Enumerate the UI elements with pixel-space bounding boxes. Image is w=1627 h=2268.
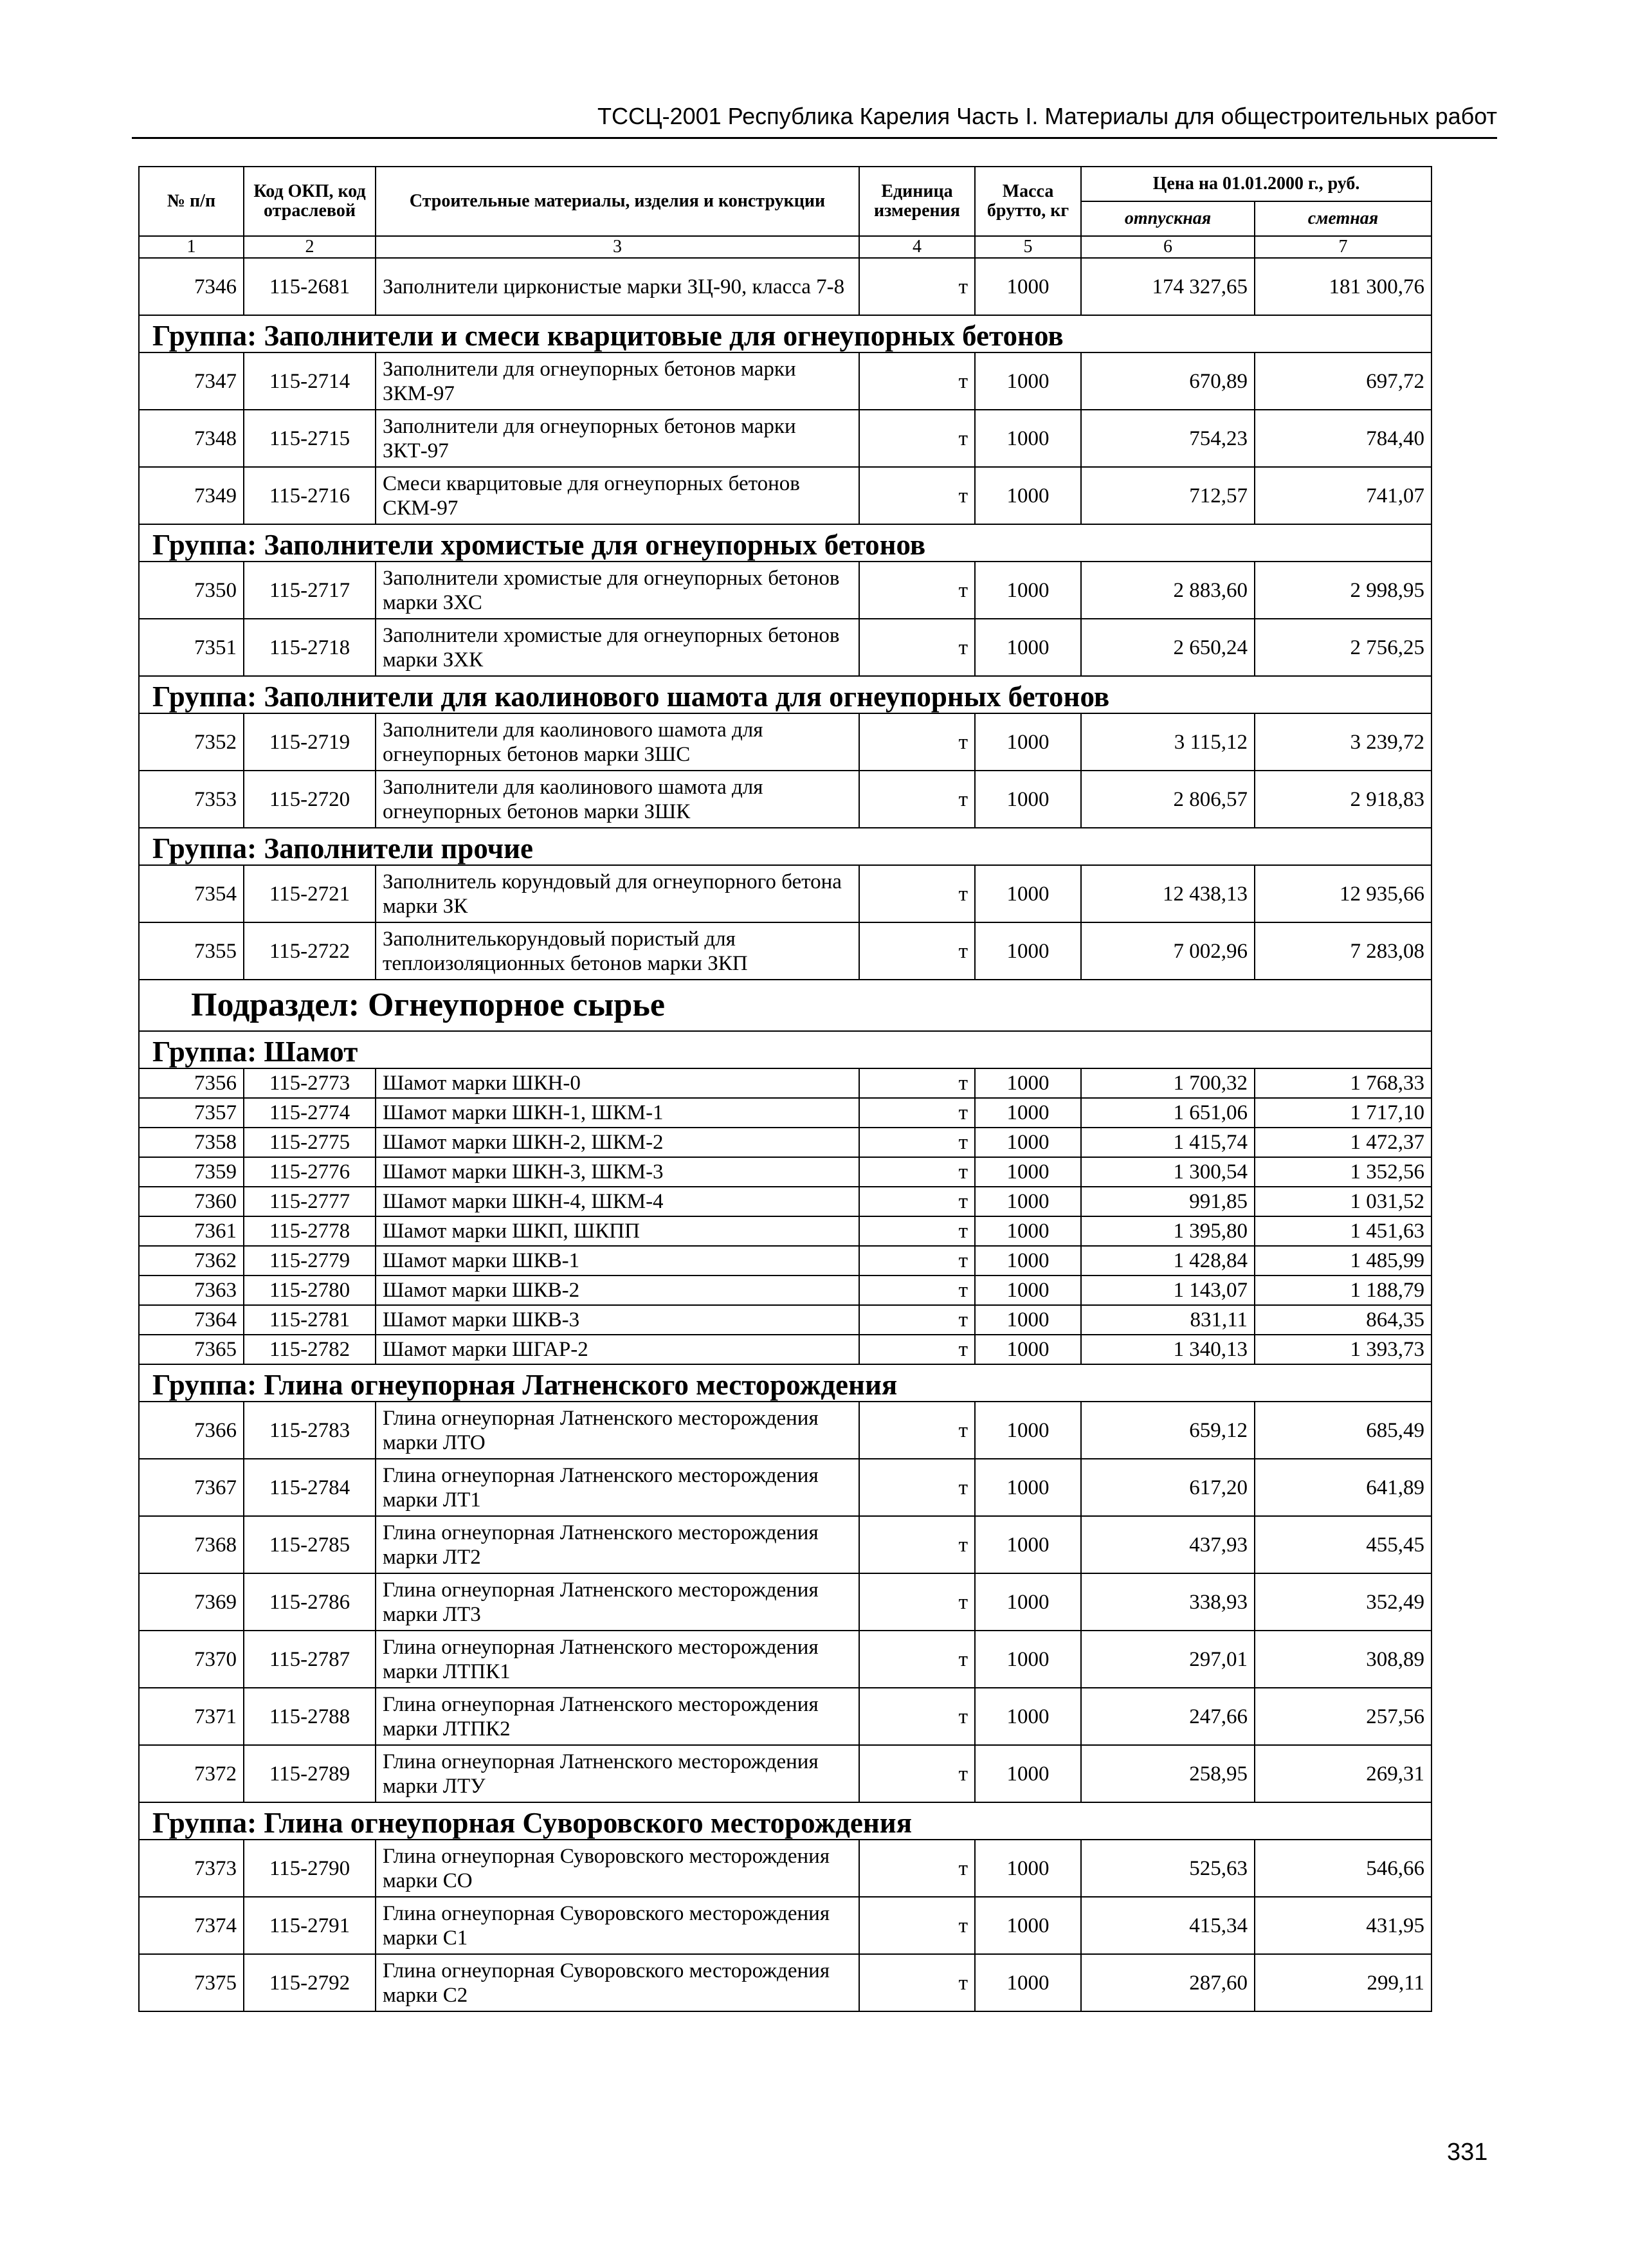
item-code: 115-2777 (244, 1187, 376, 1216)
item-name: Глина огнеупорная Латненского месторождения марки ЛТПК2 (376, 1688, 859, 1745)
group-heading: Группа: Заполнители и смеси кварцитовые для огнеупорных бетонов (139, 315, 1432, 352)
item-name: Глина огнеупорная Суворовского месторождения марки СО (376, 1840, 859, 1897)
item-price-release: 525,63 (1081, 1840, 1255, 1897)
table-row (139, 1688, 1432, 1745)
table-row (139, 1216, 1432, 1246)
item-mass: 1000 (975, 467, 1081, 524)
item-price-release: 1 300,54 (1081, 1157, 1255, 1187)
item-price-release: 617,20 (1081, 1459, 1255, 1516)
item-code: 115-2786 (244, 1573, 376, 1631)
item-mass: 1000 (975, 562, 1081, 619)
item-price-release: 659,12 (1081, 1402, 1255, 1459)
item-mass: 1000 (975, 1216, 1081, 1246)
item-price-estimate: 685,49 (1255, 1402, 1432, 1459)
item-code: 115-2780 (244, 1276, 376, 1305)
item-price-estimate: 455,45 (1255, 1516, 1432, 1573)
item-price-estimate: 1 451,63 (1255, 1216, 1432, 1246)
item-price-estimate: 181 300,76 (1255, 258, 1432, 315)
item-price-release: 1 415,74 (1081, 1128, 1255, 1157)
item-price-release: 287,60 (1081, 1954, 1255, 2011)
col-header-code: Код ОКП, код отраслевой (244, 167, 376, 236)
item-name: Шамот марки ШКН-4, ШКМ-4 (376, 1187, 859, 1216)
item-name: Глина огнеупорная Латненского месторождения марки ЛТПК1 (376, 1631, 859, 1688)
table-row (139, 1128, 1432, 1157)
table-row (139, 922, 1432, 980)
item-price-estimate: 697,72 (1255, 352, 1432, 410)
item-number: 7360 (139, 1187, 244, 1216)
item-number: 7369 (139, 1573, 244, 1631)
col-header-price-release: отпускная (1081, 201, 1255, 236)
item-number: 7364 (139, 1305, 244, 1335)
item-unit: т (859, 1573, 975, 1631)
item-number: 7363 (139, 1276, 244, 1305)
item-mass: 1000 (975, 1897, 1081, 1954)
item-name: Заполнители для огнеупорных бетонов марки ЗКМ-97 (376, 352, 859, 410)
item-number: 7353 (139, 771, 244, 828)
item-name: Глина огнеупорная Латненского месторождения марки ЛТО (376, 1402, 859, 1459)
item-price-release: 437,93 (1081, 1516, 1255, 1573)
item-price-release: 1 700,32 (1081, 1068, 1255, 1098)
table-row (139, 410, 1432, 467)
item-name: Шамот марки ШКН-1, ШКМ-1 (376, 1098, 859, 1128)
item-unit: т (859, 410, 975, 467)
item-code: 115-2778 (244, 1216, 376, 1246)
item-name: Заполнители хромистые для огнеупорных бетонов марки ЗХК (376, 619, 859, 676)
item-name: Заполнитель корундовый для огнеупорного бетона марки ЗК (376, 865, 859, 922)
item-price-estimate: 352,49 (1255, 1573, 1432, 1631)
item-price-release: 297,01 (1081, 1631, 1255, 1688)
item-number: 7357 (139, 1098, 244, 1128)
group-heading-row (139, 315, 1432, 352)
item-code: 115-2787 (244, 1631, 376, 1688)
col-header-price-group: Цена на 01.01.2000 г., руб. (1081, 167, 1432, 201)
item-mass: 1000 (975, 1573, 1081, 1631)
group-heading-row (139, 1364, 1432, 1402)
item-code: 115-2719 (244, 713, 376, 771)
item-price-release: 415,34 (1081, 1897, 1255, 1954)
item-unit: т (859, 1402, 975, 1459)
subsection-heading-row (139, 980, 1432, 1031)
item-unit: т (859, 1098, 975, 1128)
item-number: 7368 (139, 1516, 244, 1573)
item-price-estimate: 299,11 (1255, 1954, 1432, 2011)
item-price-release: 2 806,57 (1081, 771, 1255, 828)
item-mass: 1000 (975, 1157, 1081, 1187)
item-name: Заполнители хромистые для огнеупорных бетонов марки ЗХС (376, 562, 859, 619)
table-row (139, 352, 1432, 410)
item-price-estimate: 1 472,37 (1255, 1128, 1432, 1157)
item-price-release: 12 438,13 (1081, 865, 1255, 922)
item-number: 7351 (139, 619, 244, 676)
item-name: Глина огнеупорная Суворовского месторождения марки С1 (376, 1897, 859, 1954)
item-price-release: 670,89 (1081, 352, 1255, 410)
item-name: Шамот марки ШКП, ШКПП (376, 1216, 859, 1246)
item-mass: 1000 (975, 1246, 1081, 1276)
table-row (139, 771, 1432, 828)
item-mass: 1000 (975, 1402, 1081, 1459)
item-name: Глина огнеупорная Латненского месторождения марки ЛТ1 (376, 1459, 859, 1516)
item-price-estimate: 12 935,66 (1255, 865, 1432, 922)
item-mass: 1000 (975, 1840, 1081, 1897)
item-mass: 1000 (975, 1187, 1081, 1216)
table-row (139, 1897, 1432, 1954)
item-unit: т (859, 1688, 975, 1745)
item-price-release: 174 327,65 (1081, 258, 1255, 315)
item-price-estimate: 864,35 (1255, 1305, 1432, 1335)
table-row (139, 1068, 1432, 1098)
item-price-release: 1 395,80 (1081, 1216, 1255, 1246)
item-code: 115-2788 (244, 1688, 376, 1745)
column-number-row (139, 236, 1432, 258)
item-price-release: 712,57 (1081, 467, 1255, 524)
item-price-estimate: 741,07 (1255, 467, 1432, 524)
item-number: 7375 (139, 1954, 244, 2011)
item-name: Глина огнеупорная Латненского месторождения марки ЛТ3 (376, 1573, 859, 1631)
item-name: Шамот марки ШКН-0 (376, 1068, 859, 1098)
item-mass: 1000 (975, 922, 1081, 980)
item-number: 7362 (139, 1246, 244, 1276)
item-code: 115-2714 (244, 352, 376, 410)
item-number: 7370 (139, 1631, 244, 1688)
group-heading-row (139, 1031, 1432, 1068)
item-number: 7347 (139, 352, 244, 410)
column-number: 1 (139, 236, 244, 258)
item-unit: т (859, 1276, 975, 1305)
item-price-estimate: 1 352,56 (1255, 1157, 1432, 1187)
table-row (139, 1573, 1432, 1631)
item-code: 115-2785 (244, 1516, 376, 1573)
table-row (139, 467, 1432, 524)
column-number: 2 (244, 236, 376, 258)
page-number: 331 (1447, 2139, 1488, 2166)
item-code: 115-2718 (244, 619, 376, 676)
group-heading: Группа: Шамот (139, 1031, 1432, 1068)
group-heading-row (139, 676, 1432, 713)
table-row (139, 1157, 1432, 1187)
item-number: 7354 (139, 865, 244, 922)
table-row (139, 1305, 1432, 1335)
item-price-release: 1 143,07 (1081, 1276, 1255, 1305)
item-price-estimate: 784,40 (1255, 410, 1432, 467)
group-heading: Группа: Заполнители для каолинового шамота для огнеупорных бетонов (139, 676, 1432, 713)
item-unit: т (859, 1745, 975, 1802)
item-name: Шамот марки ШКВ-3 (376, 1305, 859, 1335)
column-number: 5 (975, 236, 1081, 258)
item-mass: 1000 (975, 1631, 1081, 1688)
item-code: 115-2775 (244, 1128, 376, 1157)
table-row (139, 865, 1432, 922)
item-number: 7365 (139, 1335, 244, 1364)
table-row (139, 1631, 1432, 1688)
running-header: ТССЦ-2001 Республика Карелия Часть I. Материалы для общестроительных работ (597, 103, 1497, 129)
item-unit: т (859, 1128, 975, 1157)
item-mass: 1000 (975, 1745, 1081, 1802)
item-price-estimate: 1 485,99 (1255, 1246, 1432, 1276)
item-code: 115-2782 (244, 1335, 376, 1364)
table-row (139, 1335, 1432, 1364)
item-mass: 1000 (975, 865, 1081, 922)
group-heading-row (139, 828, 1432, 865)
item-unit: т (859, 1157, 975, 1187)
column-number: 6 (1081, 236, 1255, 258)
item-unit: т (859, 1187, 975, 1216)
item-price-release: 1 340,13 (1081, 1335, 1255, 1364)
item-number: 7371 (139, 1688, 244, 1745)
item-code: 115-2773 (244, 1068, 376, 1098)
item-mass: 1000 (975, 1276, 1081, 1305)
item-mass: 1000 (975, 1305, 1081, 1335)
item-unit: т (859, 1954, 975, 2011)
item-code: 115-2717 (244, 562, 376, 619)
item-code: 115-2720 (244, 771, 376, 828)
table-row (139, 1246, 1432, 1276)
table-row (139, 1516, 1432, 1573)
item-number: 7358 (139, 1128, 244, 1157)
item-number: 7373 (139, 1840, 244, 1897)
item-price-estimate: 641,89 (1255, 1459, 1432, 1516)
item-name: Заполнителькорундовый пористый для теплоизоляционных бетонов марки ЗКП (376, 922, 859, 980)
item-price-release: 7 002,96 (1081, 922, 1255, 980)
table-row (139, 1098, 1432, 1128)
item-price-estimate: 1 031,52 (1255, 1187, 1432, 1216)
item-unit: т (859, 467, 975, 524)
item-unit: т (859, 1897, 975, 1954)
item-name: Заполнители для каолинового шамота для огнеупорных бетонов марки ЗШС (376, 713, 859, 771)
item-price-estimate: 1 768,33 (1255, 1068, 1432, 1098)
item-price-estimate: 308,89 (1255, 1631, 1432, 1688)
item-unit: т (859, 1516, 975, 1573)
item-code: 115-2722 (244, 922, 376, 980)
item-number: 7366 (139, 1402, 244, 1459)
item-code: 115-2792 (244, 1954, 376, 2011)
item-number: 7367 (139, 1459, 244, 1516)
item-unit: т (859, 1335, 975, 1364)
item-unit: т (859, 1459, 975, 1516)
item-mass: 1000 (975, 410, 1081, 467)
item-unit: т (859, 865, 975, 922)
item-mass: 1000 (975, 1516, 1081, 1573)
item-name: Шамот марки ШКН-3, ШКМ-3 (376, 1157, 859, 1187)
item-mass: 1000 (975, 258, 1081, 315)
price-table (138, 166, 1432, 2012)
item-code: 115-2790 (244, 1840, 376, 1897)
item-price-estimate: 2 756,25 (1255, 619, 1432, 676)
group-heading-row (139, 524, 1432, 562)
item-number: 7374 (139, 1897, 244, 1954)
item-price-estimate: 3 239,72 (1255, 713, 1432, 771)
item-price-release: 2 650,24 (1081, 619, 1255, 676)
item-price-estimate: 1 717,10 (1255, 1098, 1432, 1128)
item-unit: т (859, 713, 975, 771)
item-price-release: 1 651,06 (1081, 1098, 1255, 1128)
item-unit: т (859, 1216, 975, 1246)
item-price-estimate: 2 998,95 (1255, 562, 1432, 619)
group-heading: Группа: Глина огнеупорная Латненского месторождения (139, 1364, 1432, 1402)
item-name: Глина огнеупорная Латненского месторождения марки ЛТУ (376, 1745, 859, 1802)
item-mass: 1000 (975, 771, 1081, 828)
item-code: 115-2789 (244, 1745, 376, 1802)
table-row (139, 1276, 1432, 1305)
item-name: Заполнители цирконистые марки ЗЦ-90, класса 7-8 (376, 258, 859, 315)
item-price-release: 338,93 (1081, 1573, 1255, 1631)
item-code: 115-2784 (244, 1459, 376, 1516)
item-name: Шамот марки ШКВ-2 (376, 1276, 859, 1305)
item-price-estimate: 2 918,83 (1255, 771, 1432, 828)
item-price-release: 258,95 (1081, 1745, 1255, 1802)
item-price-release: 1 428,84 (1081, 1246, 1255, 1276)
table-row (139, 1459, 1432, 1516)
col-header-mass: Масса брутто, кг (975, 167, 1081, 236)
item-name: Заполнители для каолинового шамота для огнеупорных бетонов марки ЗШК (376, 771, 859, 828)
item-unit: т (859, 562, 975, 619)
item-price-release: 831,11 (1081, 1305, 1255, 1335)
col-header-price-estimate: сметная (1255, 201, 1432, 236)
item-unit: т (859, 1305, 975, 1335)
item-name: Шамот марки ШГАР-2 (376, 1335, 859, 1364)
item-number: 7355 (139, 922, 244, 980)
item-price-release: 3 115,12 (1081, 713, 1255, 771)
table-row (139, 713, 1432, 771)
group-heading: Группа: Заполнители хромистые для огнеупорных бетонов (139, 524, 1432, 562)
item-code: 115-2716 (244, 467, 376, 524)
item-unit: т (859, 1068, 975, 1098)
item-number: 7346 (139, 258, 244, 315)
table-row (139, 1954, 1432, 2011)
group-heading: Группа: Заполнители прочие (139, 828, 1432, 865)
item-code: 115-2715 (244, 410, 376, 467)
item-name: Глина огнеупорная Латненского месторождения марки ЛТ2 (376, 1516, 859, 1573)
table-row (139, 562, 1432, 619)
item-mass: 1000 (975, 1098, 1081, 1128)
item-name: Смеси кварцитовые для огнеупорных бетонов СКМ-97 (376, 467, 859, 524)
item-price-estimate: 7 283,08 (1255, 922, 1432, 980)
item-unit: т (859, 1840, 975, 1897)
item-price-release: 991,85 (1081, 1187, 1255, 1216)
col-header-unit: Единица измерения (859, 167, 975, 236)
item-mass: 1000 (975, 713, 1081, 771)
column-number: 4 (859, 236, 975, 258)
item-name: Заполнители для огнеупорных бетонов марки ЗКТ-97 (376, 410, 859, 467)
item-unit: т (859, 771, 975, 828)
table-row (139, 1187, 1432, 1216)
column-number: 7 (1255, 236, 1432, 258)
table-row (139, 1402, 1432, 1459)
item-mass: 1000 (975, 1128, 1081, 1157)
item-mass: 1000 (975, 1068, 1081, 1098)
item-mass: 1000 (975, 1335, 1081, 1364)
item-price-release: 754,23 (1081, 410, 1255, 467)
item-price-estimate: 431,95 (1255, 1897, 1432, 1954)
item-unit: т (859, 258, 975, 315)
col-header-num: № п/п (139, 167, 244, 236)
item-code: 115-2774 (244, 1098, 376, 1128)
table-row (139, 258, 1432, 315)
item-number: 7352 (139, 713, 244, 771)
group-heading-row (139, 1802, 1432, 1840)
item-code: 115-2681 (244, 258, 376, 315)
item-number: 7356 (139, 1068, 244, 1098)
item-number: 7359 (139, 1157, 244, 1187)
item-price-estimate: 1 188,79 (1255, 1276, 1432, 1305)
item-name: Шамот марки ШКН-2, ШКМ-2 (376, 1128, 859, 1157)
item-mass: 1000 (975, 619, 1081, 676)
table-row (139, 619, 1432, 676)
item-price-estimate: 1 393,73 (1255, 1335, 1432, 1364)
table-body (139, 236, 1432, 2011)
item-code: 115-2781 (244, 1305, 376, 1335)
item-price-release: 247,66 (1081, 1688, 1255, 1745)
header-rule (132, 137, 1497, 139)
item-number: 7361 (139, 1216, 244, 1246)
item-mass: 1000 (975, 352, 1081, 410)
column-number: 3 (376, 236, 859, 258)
item-price-estimate: 269,31 (1255, 1745, 1432, 1802)
item-unit: т (859, 922, 975, 980)
item-number: 7348 (139, 410, 244, 467)
item-code: 115-2791 (244, 1897, 376, 1954)
item-mass: 1000 (975, 1954, 1081, 2011)
item-code: 115-2776 (244, 1157, 376, 1187)
item-price-estimate: 257,56 (1255, 1688, 1432, 1745)
group-heading: Группа: Глина огнеупорная Суворовского месторождения (139, 1802, 1432, 1840)
item-unit: т (859, 1246, 975, 1276)
item-mass: 1000 (975, 1688, 1081, 1745)
item-name: Шамот марки ШКВ-1 (376, 1246, 859, 1276)
item-number: 7350 (139, 562, 244, 619)
item-price-release: 2 883,60 (1081, 562, 1255, 619)
col-header-name: Строительные материалы, изделия и конструкции (376, 167, 859, 236)
item-mass: 1000 (975, 1459, 1081, 1516)
item-price-estimate: 546,66 (1255, 1840, 1432, 1897)
item-number: 7349 (139, 467, 244, 524)
item-code: 115-2783 (244, 1402, 376, 1459)
table-row (139, 1840, 1432, 1897)
item-name: Глина огнеупорная Суворовского месторождения марки С2 (376, 1954, 859, 2011)
item-code: 115-2779 (244, 1246, 376, 1276)
item-unit: т (859, 1631, 975, 1688)
item-number: 7372 (139, 1745, 244, 1802)
item-unit: т (859, 619, 975, 676)
subsection-heading: Подраздел: Огнеупорное сырье (139, 980, 1432, 1031)
item-unit: т (859, 352, 975, 410)
item-code: 115-2721 (244, 865, 376, 922)
table-row (139, 1745, 1432, 1802)
